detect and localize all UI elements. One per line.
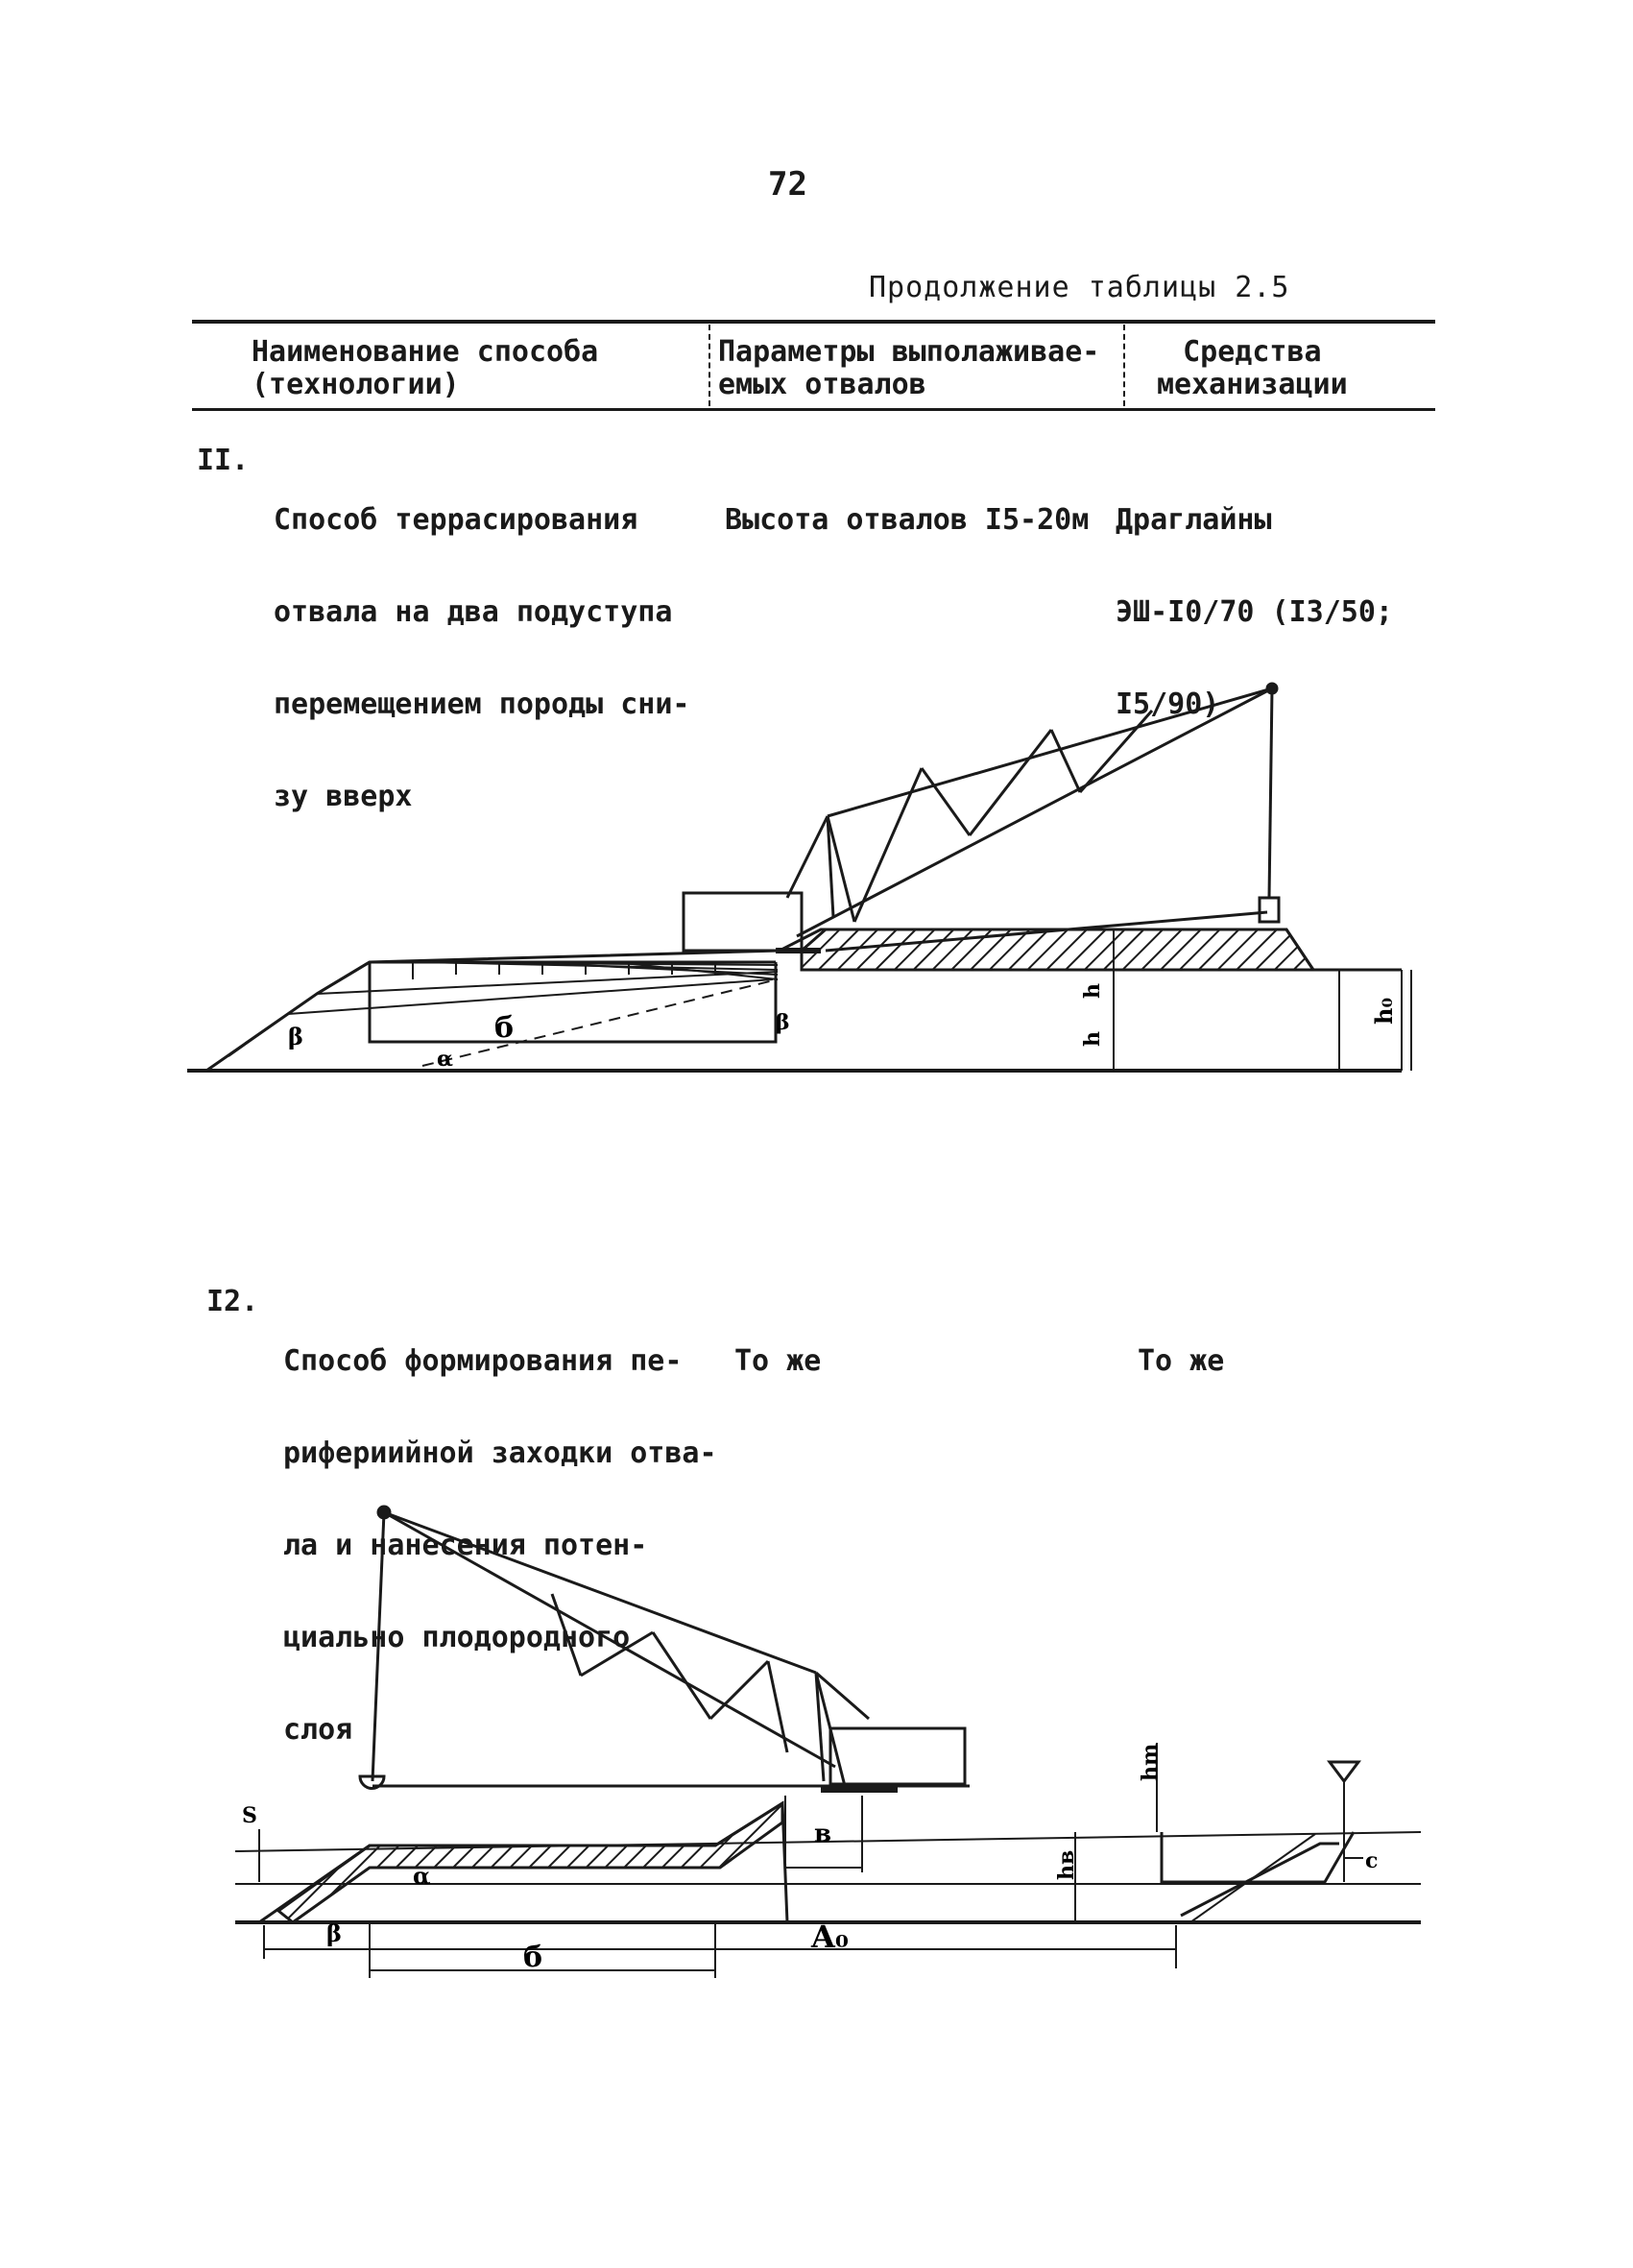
fig1-label-beta-2: β	[776, 1010, 790, 1035]
page-number: 72	[768, 165, 807, 204]
row-12-method-line: рифериийной заходки отва-	[283, 1436, 717, 1470]
row-12-means-line: То же	[1138, 1344, 1225, 1378]
fig1-label-beta: β	[288, 1023, 303, 1050]
row-12-method-line: циально плодородного	[283, 1621, 631, 1654]
fig1-dragline-boom	[787, 688, 1272, 951]
fig2-dragline-boom	[372, 1512, 869, 1786]
header-params-line-1: Параметры выполаживае-	[718, 335, 1100, 369]
fig2-pit-slope	[1181, 1844, 1339, 1916]
fig1-label-b: б	[494, 1011, 515, 1045]
fig2-label-A0: A₀	[811, 1918, 849, 1955]
row-11-method-line: Способ террасирования	[274, 503, 638, 537]
fig1-label-h-top: h	[1080, 983, 1105, 999]
fig2-label-s: S	[242, 1803, 257, 1828]
fig1-label-h-bottom: h	[1080, 1031, 1105, 1047]
fig2-spoil-line	[1190, 1834, 1315, 1922]
row-11-method-line: отвала на два подуступа	[274, 595, 673, 629]
fig2-label-hn: hв	[1054, 1849, 1079, 1880]
figure-2-peripheral-pass	[235, 1507, 1421, 1978]
row-11-number: II.	[197, 444, 250, 477]
fig1-label-h0: h₀	[1370, 998, 1398, 1025]
fig2-label-beta: β	[326, 1919, 342, 1947]
fig1-lower-slope	[206, 962, 776, 1071]
fig2-boom-tip	[378, 1507, 390, 1518]
row-12-number: I2.	[206, 1285, 259, 1318]
fig2-label-hm: hm	[1138, 1743, 1163, 1781]
row-12-method-line: слоя	[283, 1713, 353, 1747]
fig2-label-b: б	[523, 1941, 543, 1974]
fig2-label-v: в	[814, 1820, 832, 1848]
row-12-method-line: Способ формирования пе-	[283, 1344, 683, 1378]
fig1-boom-tip	[1267, 684, 1277, 693]
fig2-level-marker	[1330, 1762, 1358, 1781]
fig1-dragline-cab	[684, 893, 802, 951]
row-11-means-line: Драглайны	[1116, 503, 1272, 537]
row-11-means-line: ЭШ-I0/70 (I3/50;	[1116, 595, 1393, 629]
fig2-dragline-cab	[830, 1728, 965, 1784]
fig2-fertile-layer	[278, 1803, 782, 1922]
row-11-method-line: зу вверх	[274, 780, 413, 813]
header-means-line-1: Средства	[1183, 335, 1322, 369]
figure-1-dragline-terracing	[187, 684, 1411, 1071]
row-11-params-line: Высота отвалов I5-20м	[725, 503, 1090, 537]
row-12-params-line: То же	[734, 1344, 822, 1378]
fig2-label-c: c	[1365, 1848, 1379, 1873]
row-12-method-line: ла и нанесения потен-	[283, 1529, 648, 1562]
row-11-method-line: перемещением породы сни-	[274, 688, 690, 721]
fig2-label-alpha: α	[413, 1862, 431, 1890]
row-11-means-line: I5/90)	[1116, 688, 1220, 721]
table-caption: Продолжение таблицы 2.5	[869, 271, 1290, 304]
fig1-bucket	[1260, 898, 1279, 922]
fig1-hatched-spoil	[802, 929, 1313, 970]
header-params-line-2: емых отвалов	[718, 368, 926, 401]
header-means-line-2: механизации	[1157, 368, 1348, 401]
header-method-line-2: (технологии)	[252, 368, 460, 401]
fig1-label-alpha: α	[437, 1047, 453, 1072]
header-method-line-1: Наименование способа	[252, 335, 599, 369]
